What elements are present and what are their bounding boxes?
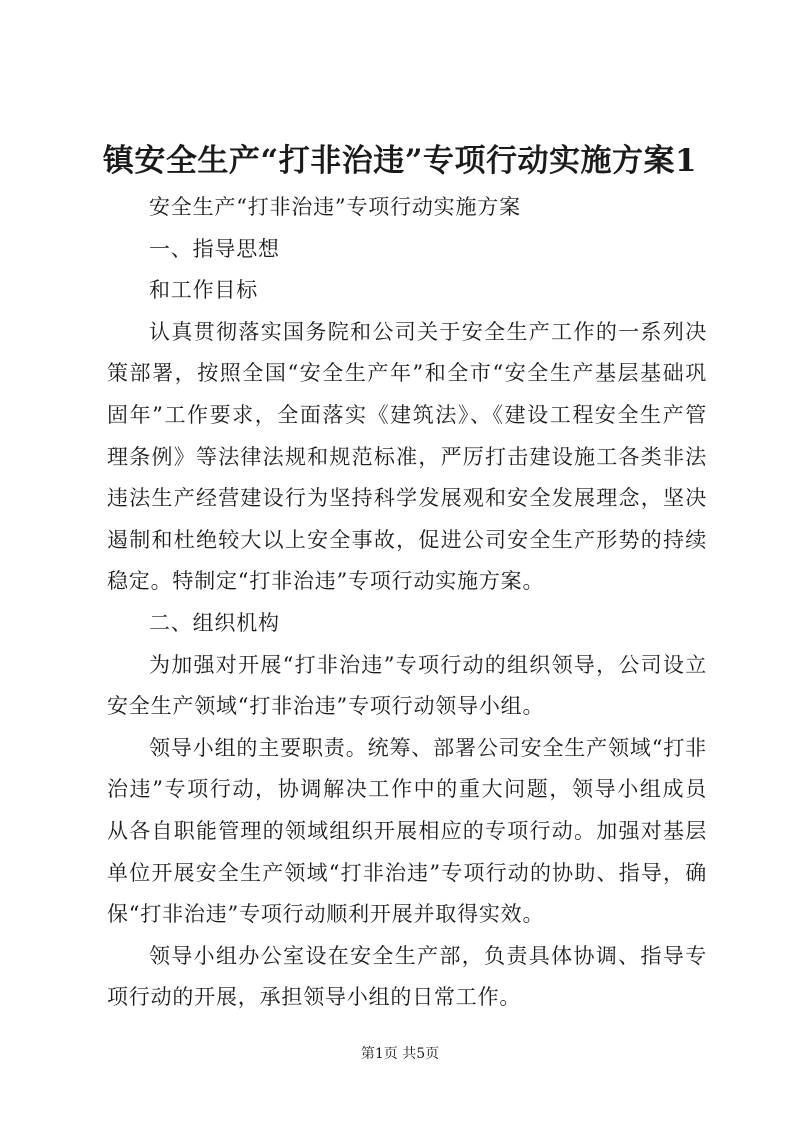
paragraph-organization: 为加强对开展“打非治违”专项行动的组织领导，公司设立安全生产领域“打非治违”专项行动领导小组。 — [107, 652, 707, 719]
paragraph-leading-group-office: 领导小组办公室设在安全生产部，负责具体协调、指导专项行动的开展，承担领导小组的日常工作。 — [107, 943, 707, 1010]
document-body — [107, 187, 707, 1019]
section-heading-work-goals: 和工作目标 — [149, 278, 258, 303]
section-heading-organization: 二、组织机构 — [149, 610, 280, 635]
paragraph-plan-heading: 安全生产“打非治违”专项行动实施方案 — [149, 195, 521, 219]
document-title: 镇安全生产“打非治违”专项行动实施方案1 — [102, 143, 698, 179]
page-number: 第1页 共5页 — [360, 1046, 440, 1062]
section-heading-guiding-thought: 一、指导思想 — [149, 236, 280, 261]
paragraph-guiding-thought: 认真贯彻落实国务院和公司关于安全生产工作的一系列决策部署，按照全国“安全生产年”和全市“安全生产基层基础巩固年”工作要求，全面落实《建筑法》、《建设工程安全生产管理条例》等法律法规和规范标准，严厉打击建设施工各类非法违法生产经营建设行为坚持科学发展观和安全发展理念，坚决遏制和杜绝较大以上安全事故，促进公司安全生产形势的持续稳定。特制定“打非治违”专项行动实施方案。 — [107, 319, 707, 594]
paragraph-leading-group-duties: 领导小组的主要职责。统筹、部署公司安全生产领域“打非治违”专项行动，协调解决工作中的重大问题，领导小组成员从各自职能管理的领域组织开展相应的专项行动。加强对基层单位开展安全生产领域“打非治违”专项行动的协助、指导，确保“打非治违”专项行动顺利开展并取得实效。 — [107, 735, 707, 927]
